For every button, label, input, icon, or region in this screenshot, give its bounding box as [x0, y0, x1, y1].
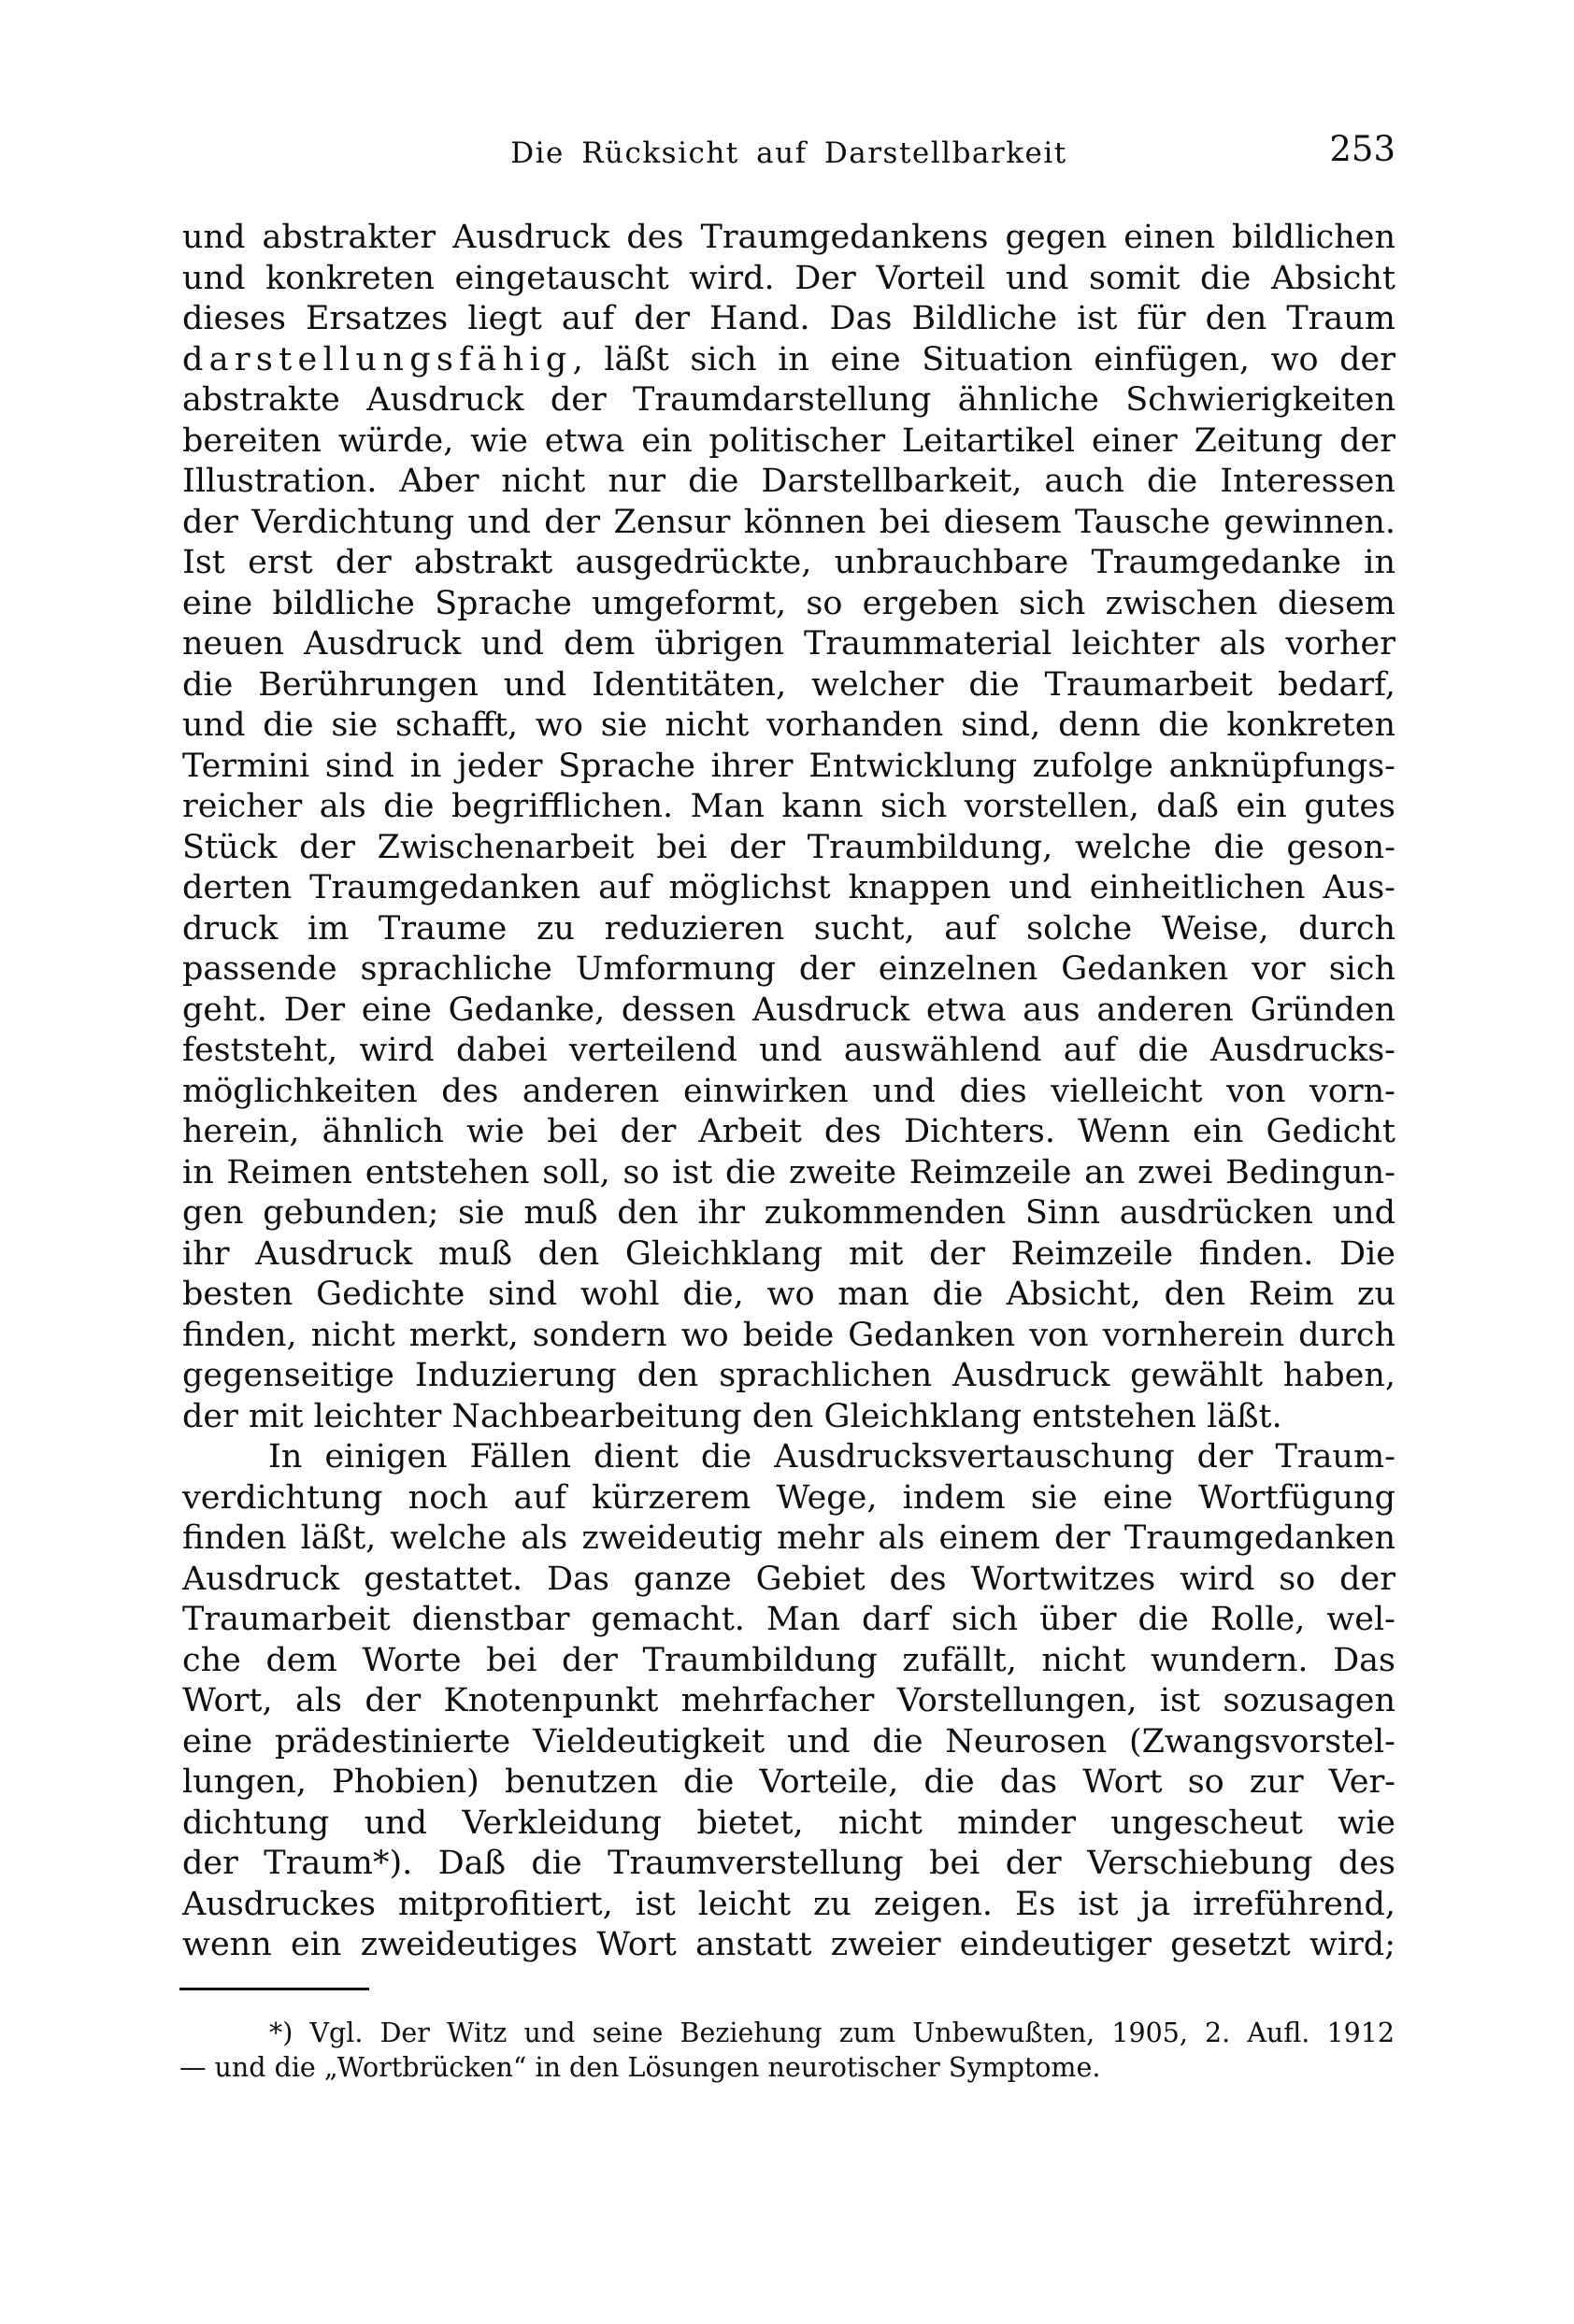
text-line: In einigen Fällen dient die Ausdrucksvertauschung der Traum- — [268, 1438, 1395, 1476]
text-line: eine prädestinierte Vieldeutigkeit und die Neurosen (Zwangsvorstel- — [182, 1722, 1395, 1761]
text-line: finden, nicht merkt, sondern wo beide Gedanken von vornherein durch — [182, 1316, 1395, 1354]
text-line: reicher als die begrifflichen. Man kann sich vorstellen, daß ein gutes — [182, 788, 1395, 825]
text-line: bereiten würde, wie etwa ein politischer Leitartikel einer Zeitung der — [182, 421, 1395, 460]
text-line: druck im Traume zu reduzieren sucht, auf solche Weise, durch — [182, 909, 1395, 948]
text-line: gen gebunden; sie muß den ihr zukommenden Sinn ausdrücken und — [182, 1194, 1395, 1232]
text-line: lungen, Phobien) benutzen die Vorteile, die das Wort so zur Ver- — [182, 1763, 1395, 1801]
text-line: und abstrakter Ausdruck des Traumgedankens gegen einen bildlichen — [182, 219, 1395, 256]
text-line: Ausdruckes mitprofitiert, ist leicht zu zeigen. Es ist ja irreführend, — [182, 1885, 1395, 1923]
text-line: *) Vgl. Der Witz und seine Beziehung zum Unbewußten, 1905, 2. Aufl. 1912 — [269, 2017, 1395, 2048]
text-line: Traumarbeit dienstbar gemacht. Man darf sich über die Rolle, wel- — [182, 1601, 1395, 1638]
page-number: 253 — [1329, 129, 1395, 169]
text-line: Illustration. Aber nicht nur die Darstellbarkeit, auch die Interessen — [182, 463, 1395, 500]
text-line: dieses Ersatzes liegt auf der Hand. Das Bildliche ist für den Traum — [182, 300, 1395, 337]
text-line: Stück der Zwischenarbeit bei der Traumbildung, welche die geson- — [182, 828, 1395, 866]
footnote-rule — [179, 1988, 369, 1990]
text-line: der Traum*). Daß die Traumverstellung bei der Verschiebung des — [182, 1845, 1395, 1882]
text-line: die Berührungen und Identitäten, welcher die Traumarbeit bedarf, — [182, 665, 1395, 704]
text-line: herein, ähnlich wie bei der Arbeit des Dichters. Wenn ein Gedicht — [182, 1113, 1395, 1150]
text-line: ihr Ausdruck muß den Gleichklang mit der Reimzeile finden. Die — [182, 1234, 1395, 1273]
letterspaced-emphasis: darstellungsfähig — [182, 340, 573, 378]
text-line: neuen Ausdruck und dem übrigen Traummaterial leichter als vorher — [182, 625, 1395, 663]
text-line: Termini sind in jeder Sprache ihrer Entwicklung zufolge anknüpfungs- — [182, 747, 1395, 785]
text-line: möglichkeiten des anderen einwirken und dies vielleicht von vorn- — [182, 1072, 1395, 1110]
text-line: passende sprachliche Umformung der einzelnen Gedanken vor sich — [182, 950, 1395, 988]
text-line: wenn ein zweideutiges Wort anstatt zweier eindeutiger gesetzt wird; — [182, 1926, 1395, 1963]
text-line: und die sie schafft, wo sie nicht vorhanden sind, denn die konkreten — [182, 706, 1395, 744]
text-line: eine bildliche Sprache umgeformt, so ergeben sich zwischen diesem — [182, 584, 1395, 622]
text-line: besten Gedichte sind wohl die, wo man die Absicht, den Reim zu — [182, 1276, 1395, 1313]
text-line: in Reimen entstehen soll, so ist die zweite Reimzeile an zwei Bedingun- — [182, 1153, 1395, 1191]
text-line: darstellungsfähig, läßt sich in eine Situation einfügen, wo der — [182, 340, 1395, 378]
text-line: geht. Der eine Gedanke, dessen Ausdruck etwa aus anderen Gründen — [182, 991, 1395, 1029]
text-line: feststeht, wird dabei verteilend und auswählend auf die Ausdrucks- — [182, 1032, 1395, 1069]
chapter-title: Die Rücksicht auf Darstellbarkeit — [510, 136, 1067, 170]
text-line: finden läßt, welche als zweideutig mehr als einem der Traumgedanken — [182, 1519, 1395, 1557]
text-line: der mit leichter Nachbearbeitung den Gleichklang entstehen läßt. — [182, 1397, 1282, 1435]
text-line: Wort, als der Knotenpunkt mehrfacher Vorstellungen, ist sozusagen — [182, 1682, 1395, 1719]
text-line: derten Traumgedanken auf möglichst knappen und einheitlichen Aus- — [182, 869, 1395, 906]
footnote-text — [179, 2017, 1395, 2085]
text-line: Ausdruck gestattet. Das ganze Gebiet des Wortwitzes wird so der — [182, 1560, 1395, 1598]
text-line: dichtung und Verkleidung bietet, nicht minder ungescheut wie — [182, 1804, 1395, 1842]
text-line: che dem Worte bei der Traumbildung zufällt, nicht wundern. Das — [182, 1641, 1395, 1679]
text-line: gegenseitige Induzierung den sprachlichen Ausdruck gewählt haben, — [182, 1357, 1395, 1394]
text-line: verdichtung noch auf kürzerem Wege, indem sie eine Wortfügung — [182, 1478, 1395, 1517]
text-line: und konkreten eingetauscht wird. Der Vorteil und somit die Absicht — [182, 259, 1395, 297]
body-text — [182, 218, 1395, 1966]
running-head — [182, 129, 1395, 176]
text-line: Ist erst der abstrakt ausgedrückte, unbrauchbare Traumgedanke in — [182, 544, 1395, 581]
text-line: der Verdichtung und der Zensur können bei diesem Tausche gewinnen. — [182, 503, 1395, 541]
text-line: — und die „Wortbrücken“ in den Lösungen neurotischer Symptome. — [179, 2051, 1101, 2083]
text-line: abstrakte Ausdruck der Traumdarstellung ähnliche Schwierigkeiten — [182, 381, 1395, 419]
